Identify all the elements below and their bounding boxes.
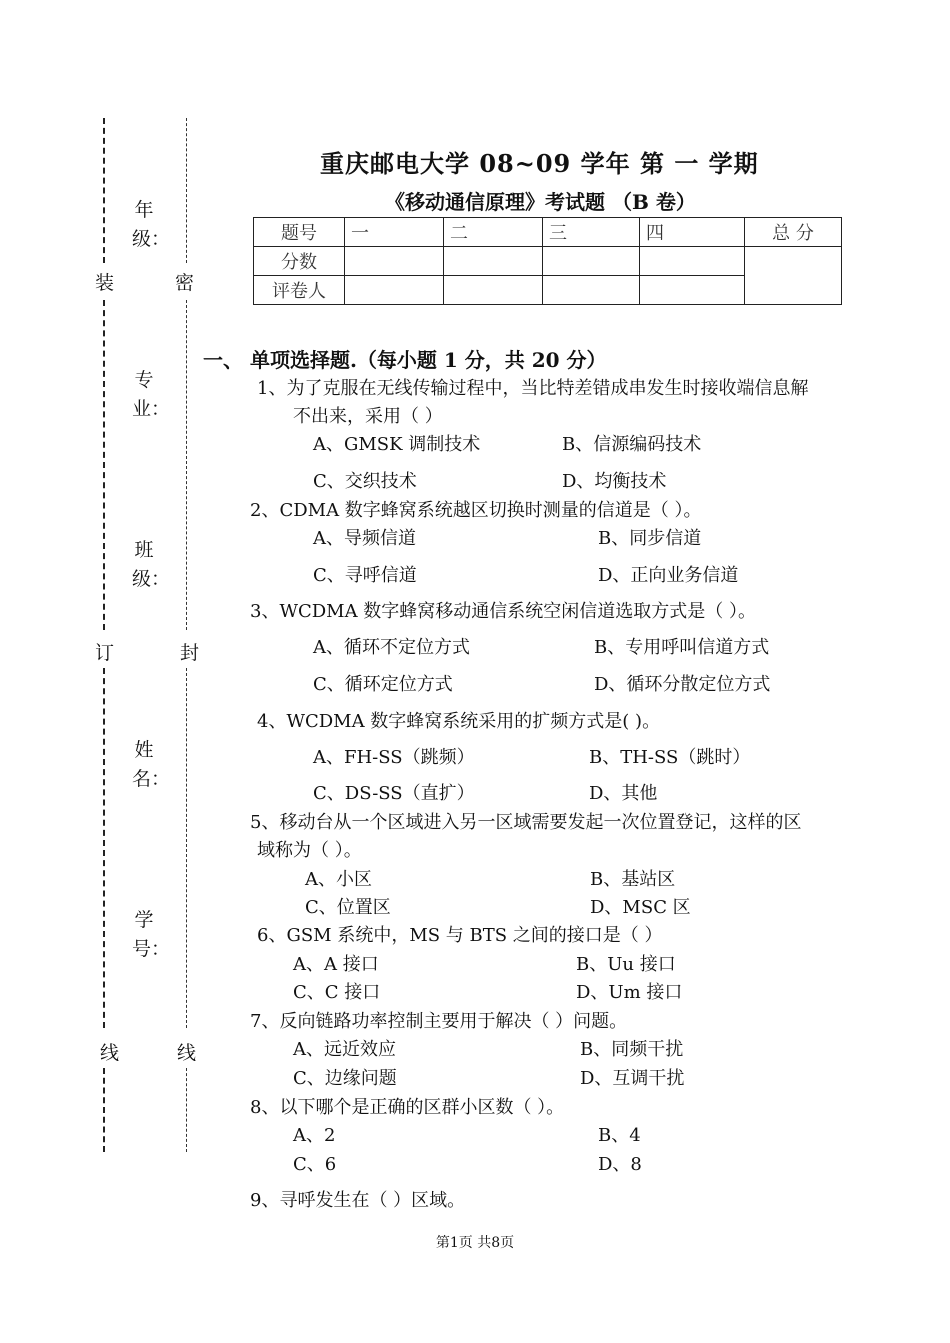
question-9-line-1: 9、寻呼发生在（ ）区域。 bbox=[250, 1190, 466, 1211]
grade-label: 年级： bbox=[132, 199, 171, 250]
question-1-option-b[interactable]: B、信源编码技术 bbox=[562, 434, 702, 455]
name-label: 姓名： bbox=[132, 739, 171, 790]
binding-line-outer-4 bbox=[103, 1068, 105, 1152]
binding-line-inner-1 bbox=[186, 118, 187, 263]
binding-word-zhuang: 装 bbox=[95, 272, 115, 294]
exam-subtitle: 《移动通信原理》考试题 （B 卷） bbox=[385, 190, 696, 214]
question-3-option-c[interactable]: C、循环定位方式 bbox=[313, 674, 453, 695]
row-header-number: 题号 bbox=[254, 218, 345, 247]
question-2-option-d[interactable]: D、正向业务信道 bbox=[598, 565, 739, 586]
question-6-option-a[interactable]: A、A 接口 bbox=[293, 954, 379, 975]
question-8-line-1: 8、以下哪个是正确的区群小区数（ ）。 bbox=[250, 1097, 565, 1118]
question-7-line-1: 7、反向链路功率控制主要用于解决（ ）问题。 bbox=[250, 1011, 628, 1032]
class-label: 班级： bbox=[132, 539, 171, 590]
question-2-option-c[interactable]: C、寻呼信道 bbox=[313, 565, 417, 586]
grader-cell-1[interactable] bbox=[345, 276, 444, 305]
question-7-option-c[interactable]: C、边缘问题 bbox=[293, 1068, 397, 1089]
question-4-option-a[interactable]: A、FH-SS（跳频） bbox=[313, 747, 475, 768]
binding-line-inner-3 bbox=[186, 668, 187, 1028]
question-2-option-b[interactable]: B、同步信道 bbox=[598, 528, 702, 549]
total-header: 总 分 bbox=[745, 218, 842, 247]
question-8-option-b[interactable]: B、4 bbox=[598, 1125, 641, 1146]
grader-cell-3[interactable] bbox=[543, 276, 640, 305]
col-header-4: 四 bbox=[640, 218, 745, 247]
binding-word-xian-outer: 线 bbox=[100, 1042, 120, 1064]
binding-word-ding: 订 bbox=[95, 642, 115, 664]
question-5-option-d[interactable]: D、MSC 区 bbox=[590, 897, 691, 918]
question-5-option-c[interactable]: C、位置区 bbox=[305, 897, 391, 918]
exam-title: 重庆邮电大学 08~09 学年 第 一 学期 bbox=[320, 149, 759, 178]
question-1-line-1: 1、为了克服在无线传输过程中，当比特差错成串发生时接收端信息解 bbox=[257, 378, 809, 399]
question-5-line-1: 5、移动台从一个区域进入另一区域需要发起一次位置登记，这样的区 bbox=[250, 812, 802, 833]
major-label: 专业： bbox=[132, 369, 171, 420]
score-cell-1[interactable] bbox=[345, 247, 444, 276]
question-2-option-a[interactable]: A、导频信道 bbox=[313, 528, 416, 549]
question-6-option-c[interactable]: C、C 接口 bbox=[293, 982, 381, 1003]
binding-word-feng: 封 bbox=[180, 642, 200, 664]
col-header-2: 二 bbox=[444, 218, 543, 247]
question-7-option-b[interactable]: B、同频干扰 bbox=[580, 1039, 684, 1060]
question-1-line-2: 不出来，采用（ ） bbox=[293, 406, 443, 427]
question-8-option-c[interactable]: C、6 bbox=[293, 1154, 337, 1175]
col-header-3: 三 bbox=[543, 218, 640, 247]
row-header-score: 分数 bbox=[254, 247, 345, 276]
row-header-grader: 评卷人 bbox=[254, 276, 345, 305]
binding-line-outer-1 bbox=[103, 118, 105, 263]
score-cell-4[interactable] bbox=[640, 247, 745, 276]
question-8-option-d[interactable]: D、8 bbox=[598, 1154, 642, 1175]
question-2-line-1: 2、CDMA 数字蜂窝系统越区切换时测量的信道是（ ）。 bbox=[250, 500, 702, 521]
grader-cell-2[interactable] bbox=[444, 276, 543, 305]
question-1-option-a[interactable]: A、GMSK 调制技术 bbox=[313, 434, 481, 455]
question-4-option-c[interactable]: C、DS-SS（直扩） bbox=[313, 783, 475, 804]
binding-line-outer-2 bbox=[103, 300, 105, 630]
grader-cell-4[interactable] bbox=[640, 276, 745, 305]
page-footer: 第1页 共8页 bbox=[435, 1235, 515, 1251]
section-title: 一、 单项选择题.（每小题 1 分，共 20 分） bbox=[203, 348, 607, 372]
question-5-option-a[interactable]: A、小区 bbox=[305, 869, 372, 890]
question-4-line-1: 4、WCDMA 数字蜂窝系统采用的扩频方式是( )。 bbox=[257, 711, 661, 732]
binding-line-inner-4 bbox=[186, 1068, 187, 1152]
question-3-line-1: 3、WCDMA 数字蜂窝移动通信系统空闲信道选取方式是（ ）。 bbox=[250, 601, 757, 622]
binding-word-xian-inner: 线 bbox=[177, 1042, 197, 1064]
question-7-option-a[interactable]: A、远近效应 bbox=[293, 1039, 396, 1060]
score-cell-2[interactable] bbox=[444, 247, 543, 276]
question-3-option-a[interactable]: A、循环不定位方式 bbox=[313, 637, 470, 658]
binding-line-outer-3 bbox=[103, 668, 105, 1028]
binding-line-inner-2 bbox=[186, 300, 187, 630]
question-6-option-d[interactable]: D、Um 接口 bbox=[576, 982, 683, 1003]
total-score-cell[interactable] bbox=[745, 247, 842, 305]
question-5-option-b[interactable]: B、基站区 bbox=[590, 869, 676, 890]
question-1-option-d[interactable]: D、均衡技术 bbox=[562, 471, 667, 492]
col-header-1: 一 bbox=[345, 218, 444, 247]
question-3-option-d[interactable]: D、循环分散定位方式 bbox=[594, 674, 771, 695]
question-6-line-1: 6、GSM 系统中，MS 与 BTS 之间的接口是（ ） bbox=[257, 925, 663, 946]
score-cell-3[interactable] bbox=[543, 247, 640, 276]
question-7-option-d[interactable]: D、互调干扰 bbox=[580, 1068, 685, 1089]
question-3-option-b[interactable]: B、专用呼叫信道方式 bbox=[594, 637, 770, 658]
question-1-option-c[interactable]: C、交织技术 bbox=[313, 471, 417, 492]
question-4-option-b[interactable]: B、TH-SS（跳时） bbox=[589, 747, 751, 768]
student-id-label: 学号： bbox=[132, 909, 171, 960]
binding-word-mi: 密 bbox=[175, 272, 195, 294]
question-4-option-d[interactable]: D、其他 bbox=[589, 783, 658, 804]
question-8-option-a[interactable]: A、2 bbox=[293, 1125, 336, 1146]
question-6-option-b[interactable]: B、Uu 接口 bbox=[576, 954, 676, 975]
question-5-line-2: 域称为（ ）。 bbox=[257, 840, 362, 861]
score-table bbox=[253, 217, 842, 305]
